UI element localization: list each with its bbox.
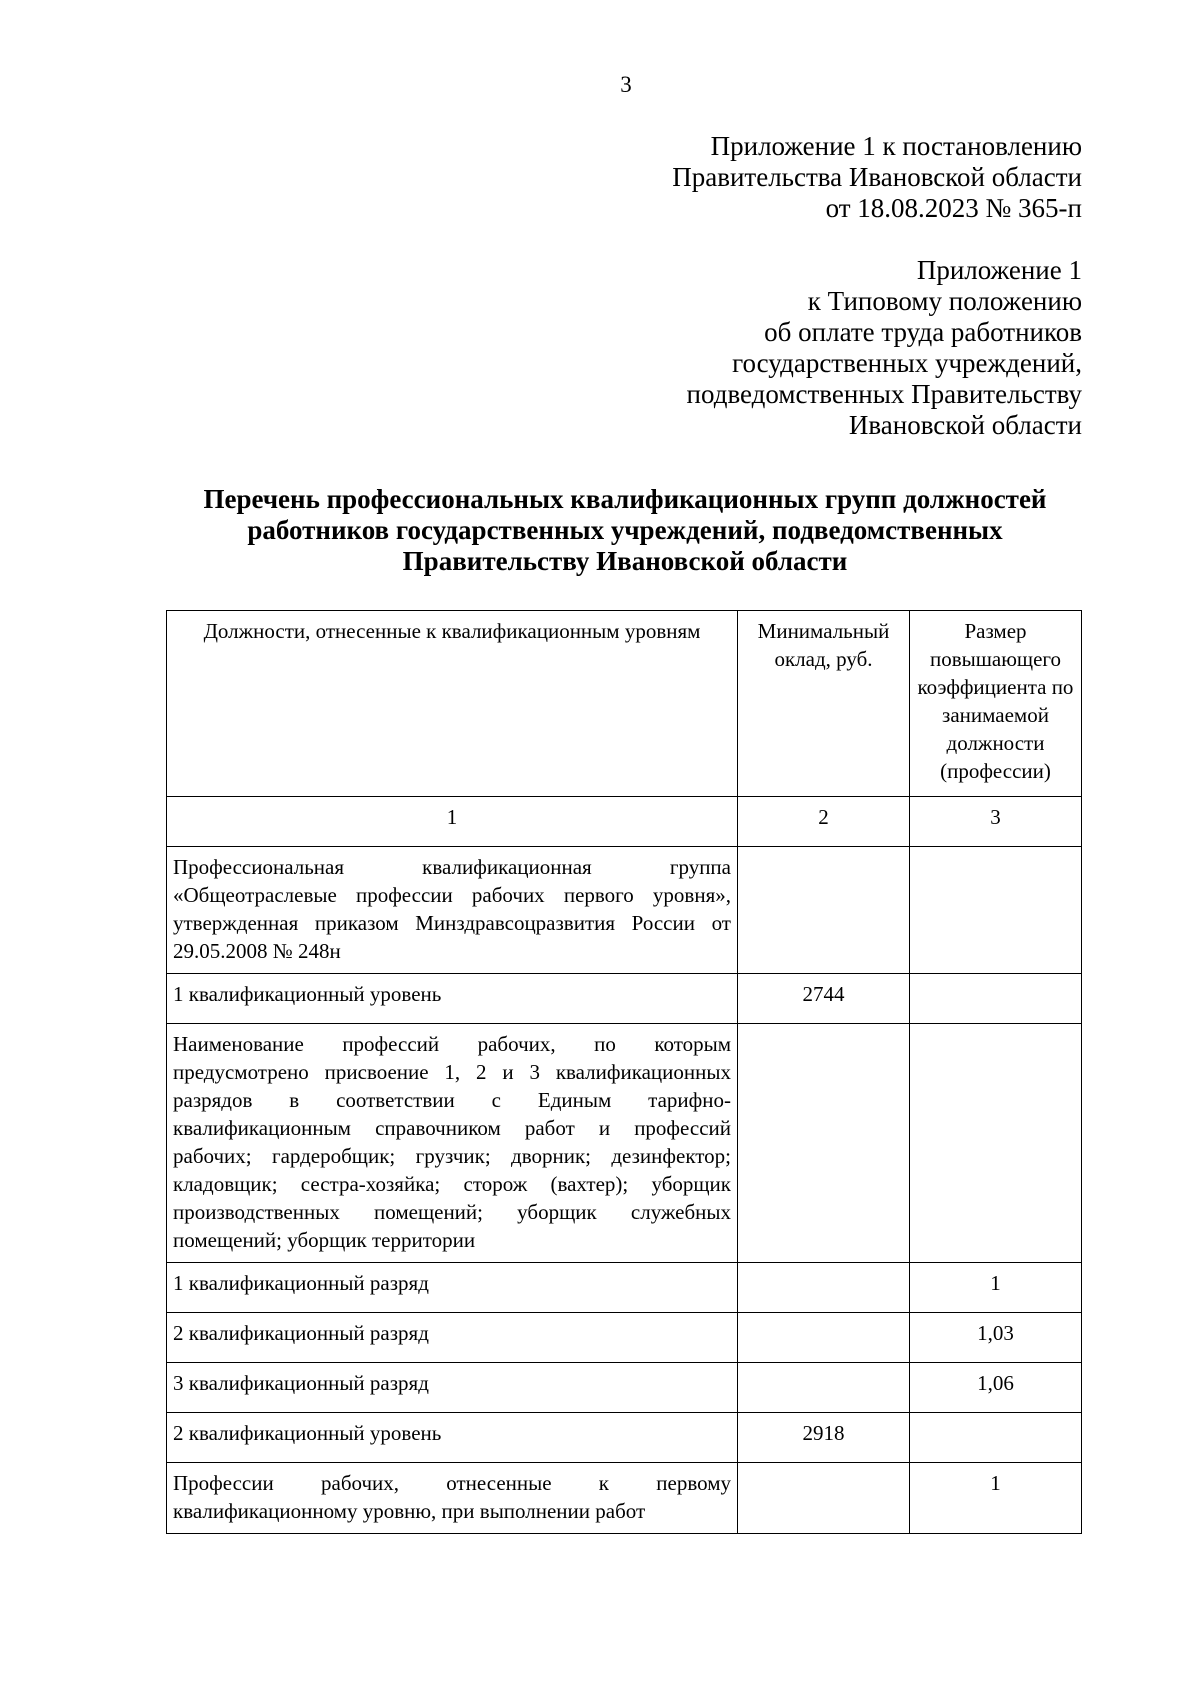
approval-line: подведомственных Правительству <box>686 379 1082 409</box>
table-header-row <box>167 611 1082 797</box>
table-row <box>167 1263 1082 1313</box>
row-salary <box>738 847 910 974</box>
table-row <box>167 1463 1082 1534</box>
approval-line: Приложение 1 к постановлению <box>710 131 1082 161</box>
row-salary: 2744 <box>738 974 910 1024</box>
row-salary <box>738 1463 910 1534</box>
approval-line: Ивановской области <box>848 410 1082 440</box>
column-number: 2 <box>738 797 910 847</box>
approval-block-resolution <box>672 131 1082 224</box>
row-coefficient <box>910 1024 1082 1263</box>
table-row <box>167 1024 1082 1263</box>
row-coefficient: 1 <box>910 1263 1082 1313</box>
page-number: 3 <box>620 72 632 97</box>
row-name: 1 квалификационный уровень <box>167 974 738 1024</box>
table-row <box>167 1363 1082 1413</box>
qualification-groups-table <box>166 610 1082 1534</box>
row-name: 2 квалификационный уровень <box>167 1413 738 1463</box>
header-min-salary: Минимальный оклад, руб. <box>738 611 910 797</box>
table-row <box>167 1313 1082 1363</box>
row-coefficient <box>910 1413 1082 1463</box>
row-name: 3 квалификационный разряд <box>167 1363 738 1413</box>
approval-block-regulation <box>687 255 1082 441</box>
table-row <box>167 974 1082 1024</box>
row-coefficient: 1,06 <box>910 1363 1082 1413</box>
row-salary <box>738 1024 910 1263</box>
approval-line: об оплате труда работников <box>764 317 1082 347</box>
row-name: 2 квалификационный разряд <box>167 1313 738 1363</box>
title-line: Правительству Ивановской области <box>402 546 848 576</box>
approval-line: Правительства Ивановской области <box>672 162 1082 192</box>
row-name: Профессиональная квалификационная группа «Общеотраслевые профессии рабочих первого уровня», утвержденная приказом Минздравсоцразвития России от 29.05.2008 № 248н <box>167 847 738 974</box>
row-salary: 2918 <box>738 1413 910 1463</box>
approval-line: государственных учреждений, <box>732 348 1082 378</box>
row-salary <box>738 1313 910 1363</box>
row-coefficient <box>910 847 1082 974</box>
column-number: 1 <box>167 797 738 847</box>
table-row <box>167 1413 1082 1463</box>
row-salary <box>738 1363 910 1413</box>
header-coefficient: Размер повышающего коэффициента по занимаемой должности (профессии) <box>910 611 1082 797</box>
row-name: 1 квалификационный разряд <box>167 1263 738 1313</box>
row-name: Наименование профессий рабочих, по которым предусмотрено присвоение 1, 2 и 3 квалификационных разрядов в соответствии с Единым тарифно-квалификационным справочником работ и профессий рабочих; гардеробщик; грузчик; дворник; дезинфектор; кладовщик; сестра-хозяйка; сторож (вахтер); уборщик производственных помещений; уборщик служебных помещений; уборщик территории <box>167 1024 738 1263</box>
approval-line: к Типовому положению <box>807 286 1082 316</box>
title-line: Перечень профессиональных квалификационных групп должностей <box>203 484 1047 514</box>
table-row <box>167 847 1082 974</box>
document-title <box>160 484 1090 577</box>
header-positions: Должности, отнесенные к квалификационным уровням <box>167 611 738 797</box>
column-number: 3 <box>910 797 1082 847</box>
row-salary <box>738 1263 910 1313</box>
approval-line: Приложение 1 <box>916 255 1082 285</box>
approval-line: от 18.08.2023 № 365-п <box>825 193 1082 223</box>
title-line: работников государственных учреждений, подведомственных <box>247 515 1003 545</box>
table-column-numbers-row <box>167 797 1082 847</box>
row-coefficient: 1 <box>910 1463 1082 1534</box>
row-name: Профессии рабочих, отнесенные к первому квалификационному уровню, при выполнении работ <box>167 1463 738 1534</box>
row-coefficient <box>910 974 1082 1024</box>
row-coefficient: 1,03 <box>910 1313 1082 1363</box>
